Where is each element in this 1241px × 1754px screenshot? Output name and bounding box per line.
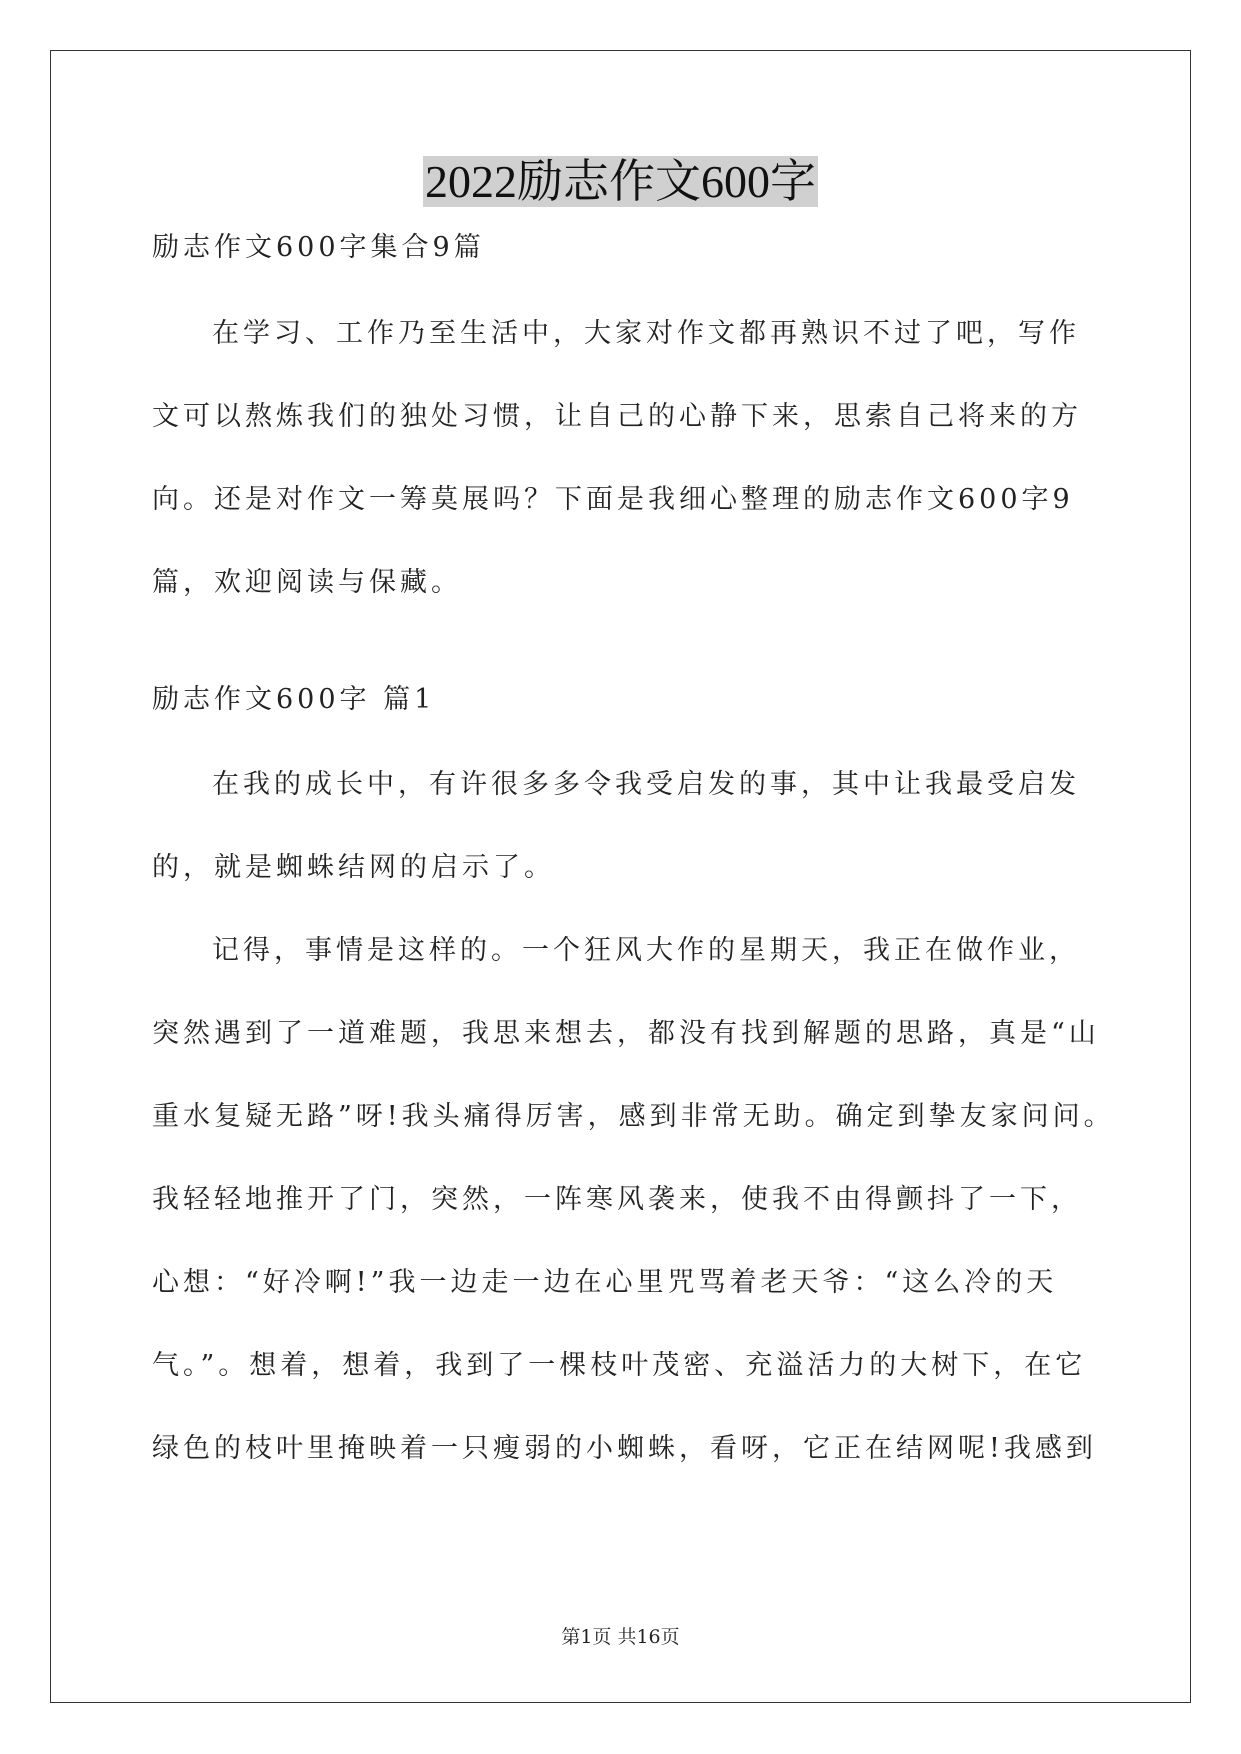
subtitle-text: 励志作文600字集合9篇 [152,232,485,263]
paragraph-1 [152,743,1092,909]
paragraph-2 [152,909,1115,1490]
paragraph-line: 我轻轻地推开了门，突然，一阵寒风袭来，使我不由得颤抖了一下， [152,1184,1082,1215]
intro-line: 在学习、工作乃至生活中，大家对作文都再熟识不过了吧，写作 [212,318,1080,349]
intro-line: 篇，欢迎阅读与保藏。 [152,567,462,598]
paragraph-line: 的，就是蜘蛛结网的启示了。 [152,852,555,883]
paragraph-line: 重水复疑无路”呀!我头痛得厉害，感到非常无助。确定到挚友家问问。 [152,1101,1115,1132]
intro-line: 向。还是对作文一筹莫展吗？下面是我细心整理的励志作文600字9 [152,484,1074,515]
page-footer [0,1622,1241,1649]
intro-paragraph [152,292,1092,624]
section-heading-text: 励志作文600字 篇1 [152,684,436,715]
subtitle [152,228,1092,268]
paragraph-line: 气。”。想着，想着，我到了一棵枝叶茂密、充溢活力的大树下，在它 [152,1350,1087,1381]
paragraph-line: 心想：“好冷啊!”我一边走一边在心里咒骂着老天爷：“这么冷的天 [152,1267,1058,1298]
paragraph-line: 在我的成长中，有许很多多令我受启发的事，其中让我最受启发 [212,769,1080,800]
title-text: 2022励志作文600字 [425,156,816,207]
intro-line: 文可以熬炼我们的独处习惯，让自己的心静下来，思索自己将来的方 [152,401,1082,432]
paragraph-line: 记得，事情是这样的。一个狂风大作的星期天，我正在做作业， [212,935,1080,966]
paragraph-line: 绿色的枝叶里掩映着一只瘦弱的小蜘蛛，看呀，它正在结网呢!我感到 [152,1433,1097,1464]
document-title [0,152,1241,212]
paragraph-line: 突然遇到了一道难题，我思来想去，都没有找到解题的思路，真是“山 [152,1018,1100,1049]
page-number: 第1页 共16页 [561,1626,680,1648]
section-heading [152,680,1092,720]
